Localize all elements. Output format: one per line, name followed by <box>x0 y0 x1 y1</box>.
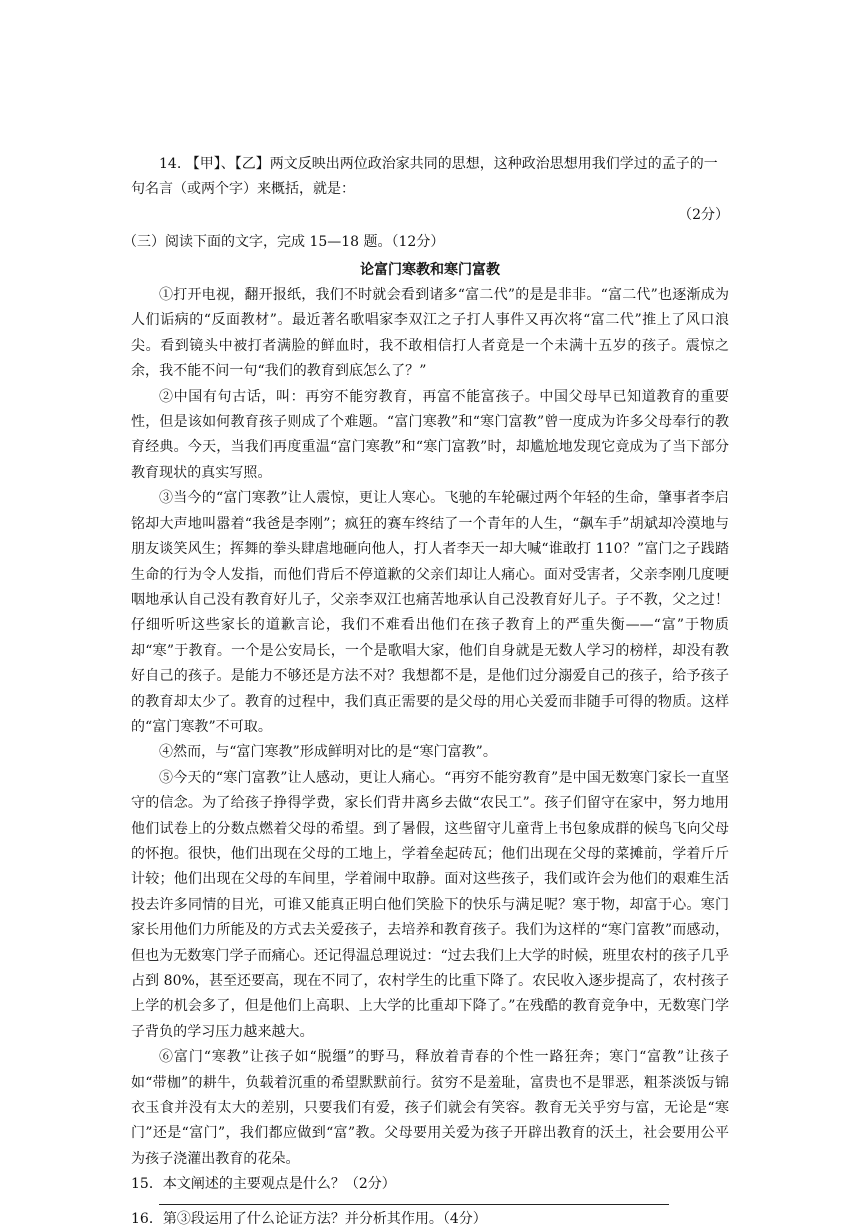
question-14-answer-row <box>131 203 729 228</box>
article-paragraph-2: ②中国有句古话，叫：再穷不能穷教育，再富不能富孩子。中国父母早已知道教育的重要性，但是该如何教育孩子则成了个难题。“富门寒教”和“寒门富教”曾一度成为许多父母奉行的教育经典。今天，当我们再度重温“富门寒教”和“寒门富教”时，却尴尬地发现它竟成为了当下部分教育现状的真实写照。 <box>131 388 729 481</box>
question-16-text: 16．第③段运用了什么论证方法？并分析其作用。 <box>131 1210 443 1227</box>
question-15-text: 15．本文阐述的主要观点是什么？ <box>131 1176 345 1193</box>
article-title: 论富门寒教和寒门富教 <box>360 261 500 278</box>
article-paragraph-1: ①打开电视，翻开报纸，我们不时就会看到诸多“富二代”的是是非非。“富二代”也逐渐成为人们诟病的“反面教材”。最近著名歌唱家李双江之子打人事件又再次将“富二代”推上了风口浪尖。看到镜头中被打者满脸的鲜血时，我不敢相信打人者竟是一个未满十五岁的孩子。震惊之余，我不能不问一句“我们的教育到底怎么了？” <box>131 287 729 380</box>
question-14-answer-blank <box>131 203 135 228</box>
question-15-points: （2分） <box>344 1176 396 1193</box>
section-heading: （三）阅读下面的文字，完成 15—18 题。（12分） <box>123 234 445 251</box>
question-14-text: 14. 【甲】、【乙】两文反映出两位政治家共同的思想，这种政治思想用我们学过的孟子的一句名言（或两个字）来概括，就是： <box>131 156 718 198</box>
article-paragraph-3: ③当今的“富门寒教”让人震惊，更让人寒心。飞驰的车轮碾过两个年轻的生命，肇事者李启铭却大声地叫嚣着“我爸是李刚”；疯狂的赛车终结了一个青年的人生，“飙车手”胡斌却冷漠地与朋友谈笑风生；挥舞的拳头肆虐地砸向他人，打人者李天一却大喊“谁敢打 110？”富门之子践踏生命的行为令人发指，而他们背后不停道歉的父亲们却让人痛心。面对受害者，父亲李刚几度哽咽地承认自己没有教育好儿子，父亲李双江也痛苦地承认自己没教育好儿子。子不教，父之过！仔细听听这些家长的道歉言论，我们不难看出他们在孩子教育上的严重失衡——“富”于物质却“寒”于教育。一个是公安局长，一个是歌唱大家，他们自身就是无数人学习的榜样，却没有教好自己的孩子。是能力不够还是方法不对？我想都不是，是他们过分溺爱自己的孩子，给予孩子的教育却太少了。教育的过程中，我们真正需要的是父母的用心关爱而非随手可得的物质。这样的“富门寒教”不可取。 <box>131 490 729 735</box>
article-paragraph-6: ⑥富门“寒教”让孩子如“脱缰”的野马，释放着青春的个性一路狂奔；寒门“富教”让孩子如“带枷”的耕牛，负载着沉重的希望默默前行。贫穷不是羞耻，富贵也不是罪恶，粗茶淡饭与锦衣玉食并没有太大的差别，只要我们有爱，孩子们就会有笑容。教育无关乎穷与富，无论是“寒门”还是“富门”，我们都应做到“富”教。父母要用关爱为孩子开辟出教育的沃土，社会要用公平为孩子浇灌出教育的花朵。 <box>131 1049 729 1167</box>
page-content <box>123 152 729 1232</box>
question-15-answer-line[interactable] <box>159 1204 669 1205</box>
question-14 <box>131 152 729 203</box>
question-14-points: （2分） <box>678 206 729 223</box>
article-paragraph-4: ④然而，与“富门寒教”形成鲜明对比的是“寒门富教”。 <box>159 744 497 761</box>
question-16-points: （4分） <box>442 1210 487 1227</box>
question-16 <box>131 1207 729 1232</box>
article-paragraph-5: ⑤今天的“寒门富教”让人感动，更让人痛心。“再穷不能穷教育”是中国无数寒门家长一直坚守的信念。为了给孩子挣得学费，家长们背井离乡去做“农民工”。孩子们留守在家中，努力地用他们试卷上的分数点燃着父母的希望。到了暑假，这些留守儿童背上书包象成群的候鸟飞向父母的怀抱。很快，他们出现在父母的工地上，学着垒起砖瓦；他们出现在父母的菜摊前，学着斤斤计较；他们出现在父母的车间里，学着闹中取静。面对这些孩子，我们或许会为他们的艰难生活投去许多同情的目光，可谁又能真正明白他们笑脸下的快乐与满足呢？寒于物，却富于心。寒门家长用他们力所能及的方式去关爱孩子，去培养和教育孩子。我们为这样的“寒门富教”而感动，但也为无数寒门学子而痛心。还记得温总理说过：“过去我们上大学的时候，班里农村的孩子几乎占到 80%，甚至还要高，现在不同了，农村学生的比重下降了。农民收入逐步提高了，农村孩子上学的机会多了，但是他们上高职、上大学的比重却下降了。”在残酷的教育竞争中，无数寒门学子背负的学习压力越来越大。 <box>131 769 729 1040</box>
question-15 <box>131 1172 729 1197</box>
